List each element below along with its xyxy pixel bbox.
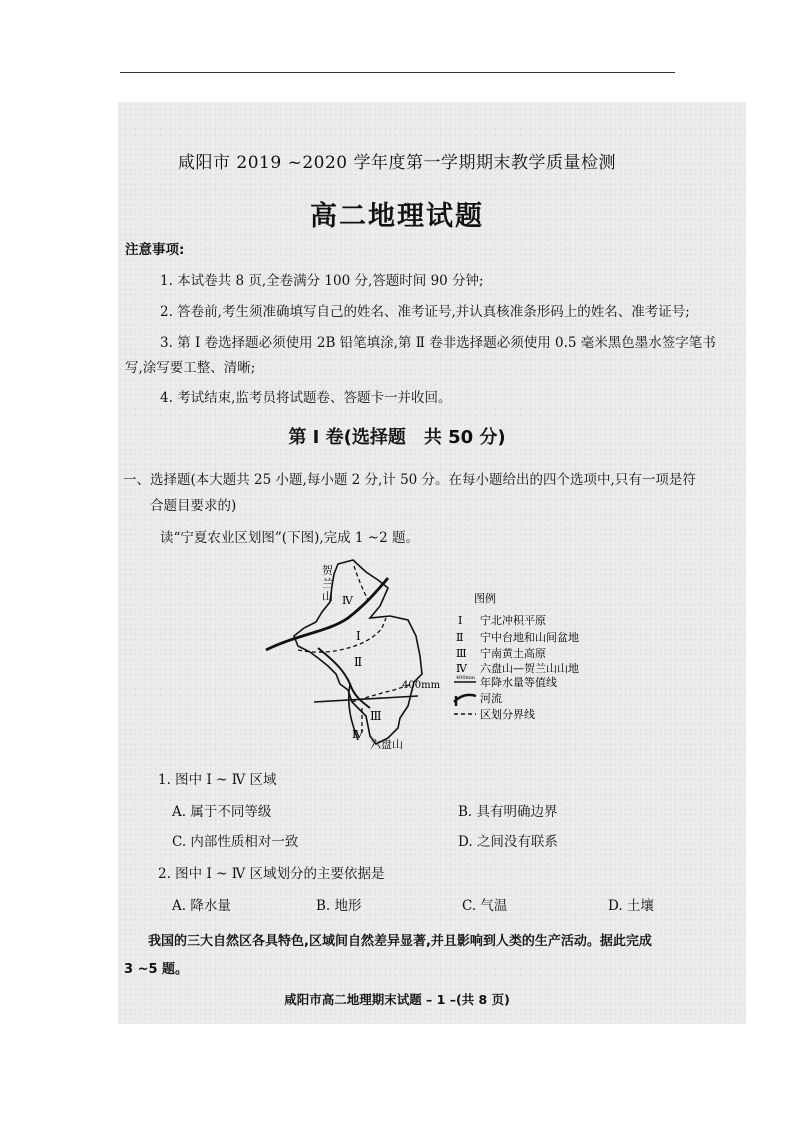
- label-helan-2: 兰: [322, 577, 333, 590]
- map-intro: 读“宁夏农业区划图”(下图),完成 1 ~2 题。: [160, 530, 419, 546]
- notice-item-4: 4. 考试结束,监考员将试题卷、答题卡一并收回。: [160, 390, 452, 406]
- region-label-ii: Ⅱ: [354, 655, 363, 669]
- legend-sym-3: Ⅲ: [456, 647, 467, 660]
- ningxia-agri-map: [258, 556, 603, 752]
- legend-sym-isoline: 400mm: [456, 675, 476, 681]
- region-label-i: Ⅰ: [356, 629, 361, 643]
- legend-text-1: 宁北冲积平原: [480, 614, 546, 627]
- exam-subtitle: 咸阳市 2019 ~2020 学年度第一学期期末教学质量检测: [178, 153, 616, 173]
- legend-title: 图例: [474, 592, 496, 605]
- legend-sym-1: Ⅰ: [458, 614, 463, 627]
- legend-text-boundary: 区划分界线: [480, 708, 535, 721]
- label-helan-1: 贺: [322, 564, 333, 577]
- notice-heading: 注意事项:: [125, 242, 185, 258]
- section-heading: 第 Ⅰ 卷(选择题 共 50 分): [288, 427, 506, 448]
- question-2-option-a: A. 降水量: [172, 898, 231, 914]
- isoline-400mm: [314, 696, 418, 702]
- question-2-option-b: B. 地形: [316, 898, 362, 914]
- question-1-option-c: C. 内部性质相对一致: [172, 834, 299, 850]
- legend-text-3: 宁南黄土高原: [480, 647, 546, 660]
- question-1-option-b: B. 具有明确边界: [458, 804, 558, 820]
- label-isoline: 400mm: [402, 680, 441, 691]
- legend-text-4: 六盘山—贺兰山山地: [480, 662, 579, 675]
- notice-item-3: 3. 第 Ⅰ 卷选择题必须使用 2B 铅笔填涂,第 Ⅱ 卷非选择题必须使用 0.5 毫米黑色墨水签字笔书: [160, 335, 716, 351]
- legend-text-2: 宁中台地和山间盆地: [480, 631, 579, 644]
- passage-line1: 我国的三大自然区各具特色,区域间自然差异显著,并且影响到人类的生产活动。据此完成: [148, 934, 652, 949]
- exam-title: 高二地理试题: [310, 201, 484, 232]
- question-1-option-d: D. 之间没有联系: [458, 834, 558, 850]
- legend-sym-2: Ⅱ: [456, 631, 464, 644]
- top-rule: [120, 72, 675, 73]
- notice-item-2: 2. 答卷前,考生须准确填写自己的姓名、准考证号,并认真核准条形码上的姓名、准考证号;: [160, 304, 690, 320]
- question-1-option-a: A. 属于不同等级: [172, 804, 272, 820]
- section-intro-line1: 一、选择题(本大题共 25 小题,每小题 2 分,计 50 分。在每小题给出的四个选项中,只有一项是符: [123, 472, 696, 488]
- legend-text-river: 河流: [480, 692, 502, 705]
- question-1-stem: 1. 图中 Ⅰ ~ Ⅳ 区域: [158, 772, 277, 788]
- question-2-option-c: C. 气温: [462, 898, 508, 914]
- label-liupan: 六盘山: [370, 738, 403, 751]
- region-label-iv-north: Ⅳ: [342, 594, 353, 607]
- notice-item-3-cont: 写,涂写要工整、清晰;: [125, 360, 256, 376]
- region-label-iii: Ⅲ: [370, 709, 382, 723]
- question-2-option-d: D. 土壤: [608, 898, 654, 914]
- passage-line2: 3 ~5 题。: [124, 962, 189, 977]
- question-2-stem: 2. 图中 Ⅰ ~ Ⅳ 区域划分的主要依据是: [158, 866, 385, 882]
- label-helan-3: 山: [322, 590, 333, 603]
- section-intro-line2: 合题目要求的): [150, 498, 237, 514]
- legend-text-isoline: 年降水量等值线: [480, 676, 557, 689]
- notice-item-1: 1. 本试卷共 8 页,全卷满分 100 分,答题时间 90 分钟;: [160, 273, 484, 289]
- region-label-iv-south: Ⅳ: [352, 728, 363, 741]
- page-footer: 咸阳市高二地理期末试题 – 1 –(共 8 页): [284, 992, 510, 1007]
- legend-sym-4: Ⅳ: [456, 662, 467, 675]
- legend-river-sample: [454, 695, 476, 706]
